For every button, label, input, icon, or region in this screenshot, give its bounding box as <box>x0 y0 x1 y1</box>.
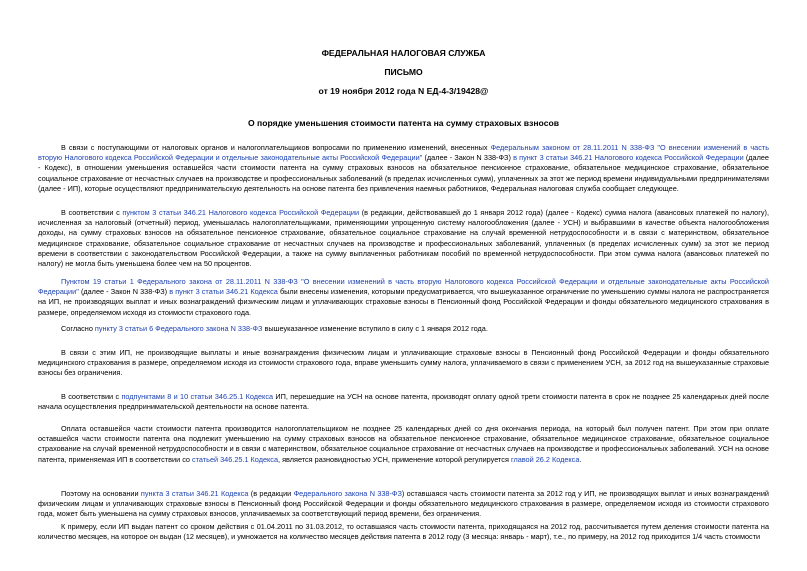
legal-reference-link[interactable]: пунктом 3 статьи 346.21 Налогового кодекса Российской Федерации <box>122 208 360 217</box>
paragraph-text: . <box>579 454 582 464</box>
paragraph-6 <box>38 392 769 412</box>
paragraph-1 <box>38 143 769 194</box>
paragraph-4 <box>38 324 769 334</box>
paragraph-text: В связи с этим ИП, не производящие выплаты и иные вознаграждения физическим лицам и уплачивающие страховые взносы в Пенсионный фонд Российской Федерации и фонды обязательного медицинского страхования в размере, определяемом исходя из стоимости страхового года, вправе уменьшить сумму налога, уплачиваемого в связи с применением УСН, за 2012 год на вышеуказанные страховые взносы без ограничения. <box>38 348 769 378</box>
paragraph-text: Оплата оставшейся части стоимости патента производится налогоплательщиком не позднее 25 календарных дней со дня окончания периода, на который был получен патент. При этом при оплате оставшейся части стоимости патента она подлежит уменьшению на сумму страховых взносов на обязательное пенсионное страхование, обязательное медицинское страхование, обязательное социальное страхование на случай временной нетрудоспособности и в связи с материнством, обязательное социальное страхование от несчастных случаев на производстве и профессиональных заболеваний. УСН на основе патента, применяемая ИП в соответствии со <box>38 424 769 464</box>
paragraph-text: (далее - Закон N 338-ФЗ) <box>422 153 514 163</box>
paragraph-text: В соответствии с <box>61 208 123 217</box>
legal-reference-link[interactable]: пункту 3 статьи 6 Федерального закона N 338-ФЗ <box>94 324 263 333</box>
agency-name: ФЕДЕРАЛЬНАЯ НАЛОГОВАЯ СЛУЖБА <box>321 48 486 58</box>
paragraph-9 <box>38 522 769 542</box>
paragraph-text: В соответствии с <box>61 392 122 401</box>
legal-reference-link[interactable]: пункта 3 статьи 346.21 Кодекса <box>140 489 249 498</box>
legal-reference-link[interactable]: подпунктами 8 и 10 статьи 346.25.1 Кодекса <box>121 392 274 401</box>
paragraph-3 <box>38 277 769 318</box>
paragraph-text: (далее - Закон N 338-ФЗ) <box>78 287 170 297</box>
paragraph-text: ) оставшаяся часть стоимости патента за 2012 год у ИП, не производящих выплат и иных вознаграждений физическим лицам и уплачивающих страховые взносы в Пенсионный фонд Российской Федерации и фонды обязательного медицинского страхования в размере, определяемом исходя из стоимости страхового года, может быть уменьшена на сумму страховых взносов, уплачиваемых за соответствующий период времени, без ограничения. <box>38 489 769 519</box>
paragraph-text: В связи с поступающими от налоговых органов и налогоплательщиков вопросами по применению изменений, внесенных <box>61 143 491 152</box>
paragraph-text: (далее - Кодекс), в отношении уменьшения оставшейся части стоимости патента на сумму страховых взносов на обязательное пенсионное страхование, обязательное медицинское страхование, обязательное социальное страхование от несчастных случаев на производстве и профессиональных заболеваний (в пределах исчисленных сумм), уплаченных за этот же период времени индивидуальными предпринимателями (далее - ИП), которые осуществляют предпринимательскую деятельность на основе патента без привлечения наемных работников, Федеральная налоговая служба сообщает следующее. <box>38 153 769 193</box>
document-date-number: от 19 ноября 2012 года N ЕД-4-3/19428@ <box>318 86 489 96</box>
paragraph-text: К примеру, если ИП выдан патент со сроком действия с 01.04.2011 по 31.03.2012, то оставшаяся часть стоимости патента, приходящаяся на 2012 год, рассчитывается путем деления стоимости патента на количество месяцев, на которое он выдан (12 месяцев), и умножается на количество месяцев действия патента в 2012 году (3 месяца: январь - март), т.е., по примеру, на 2012 год приходится 1/4 часть стоимости <box>38 522 769 542</box>
legal-reference-link[interactable]: статьей 346.25.1 Кодекса <box>192 454 279 464</box>
document-type: ПИСЬМО <box>384 67 423 77</box>
paragraph-text: Поэтому на основании <box>61 489 141 498</box>
legal-reference-link[interactable]: в пункт 3 статьи 346.21 Кодекса <box>169 287 278 297</box>
paragraph-5 <box>38 348 769 379</box>
paragraph-text: были внесены изменения, которыми предусматривается, что вышеуказанное ограничение по уменьшению суммы налога не распространяется на ИП, не производящих выплат и иных вознаграждений физическим лицам и уплачивающих страховые взносы в Пенсионный фонд Российской Федерации и фонды обязательного медицинского страхования в размере, определяемом исходя из стоимости страхового года. <box>38 287 769 317</box>
legal-reference-link[interactable]: главой 26.2 Кодекса <box>510 454 580 464</box>
document-title: О порядке уменьшения стоимости патента на сумму страховых взносов <box>247 118 560 128</box>
paragraph-text: ИП, перешедшие на УСН на основе патента, производят оплату одной трети стоимости патента в срок не позднее 25 календарных дней после начала осуществления предпринимательской деятельности на основе патента. <box>38 392 769 412</box>
paragraph-text: (в редакции <box>248 489 294 498</box>
paragraph-text: , является разновидностью УСН, применение которой регулируется <box>278 454 511 464</box>
legal-reference-link[interactable]: Пунктом 19 статьи 1 Федерального закона от 28.11.2011 N 338-ФЗ "О внесении изменений в часть вторую Налогового кодекса Российской Федерации и отдельные законодательные акты Российской Федерации" <box>38 277 769 297</box>
paragraph-text: (в редакции, действовавшей до 1 января 2012 года) (далее - Кодекс) сумма налога (авансовых платежей по налогу), исчисленная за налоговый (отчетный) период, уменьшалась налогоплательщиками, применяющими упрощенную систему налогообложения (далее - УСН) и выбравшими в качестве объекта налогообложения доходы, на сумму страховых взносов на обязательное пенсионное страхование, обязательное социальное страхование на случай временной нетрудоспособности и в связи с материнством, обязательное медицинское страхование, обязательное социальное страхование от несчастных случаев на производстве и профессиональных заболеваний, уплаченных (в пределах исчисленных сумм) за этот же период времени в соответствии с законодательством Российской Федерации, а также на сумму выплаченных работникам пособий по временной нетрудоспособности. При этом сумма налога (авансовых платежей по налогу) не могла быть уменьшена более чем на 50 процентов. <box>38 208 769 269</box>
paragraph-7 <box>38 424 769 465</box>
paragraph-text: вышеуказанное изменение вступило в силу с 1 января 2012 года. <box>262 324 488 333</box>
legal-reference-link[interactable]: Федеральным законом от 28.11.2011 N 338-ФЗ "О внесении изменений в часть вторую Налогового кодекса Российской Федерации и отдельные законодательные акты Российской Федерации" <box>38 143 769 163</box>
legal-reference-link[interactable]: Федерального закона N 338-ФЗ <box>293 489 402 498</box>
paragraph-8 <box>38 489 769 520</box>
paragraph-2 <box>38 208 769 269</box>
paragraph-text: Согласно <box>61 324 95 333</box>
legal-reference-link[interactable]: в пункт 3 статьи 346.21 Налогового кодекса Российской Федерации <box>513 153 744 163</box>
